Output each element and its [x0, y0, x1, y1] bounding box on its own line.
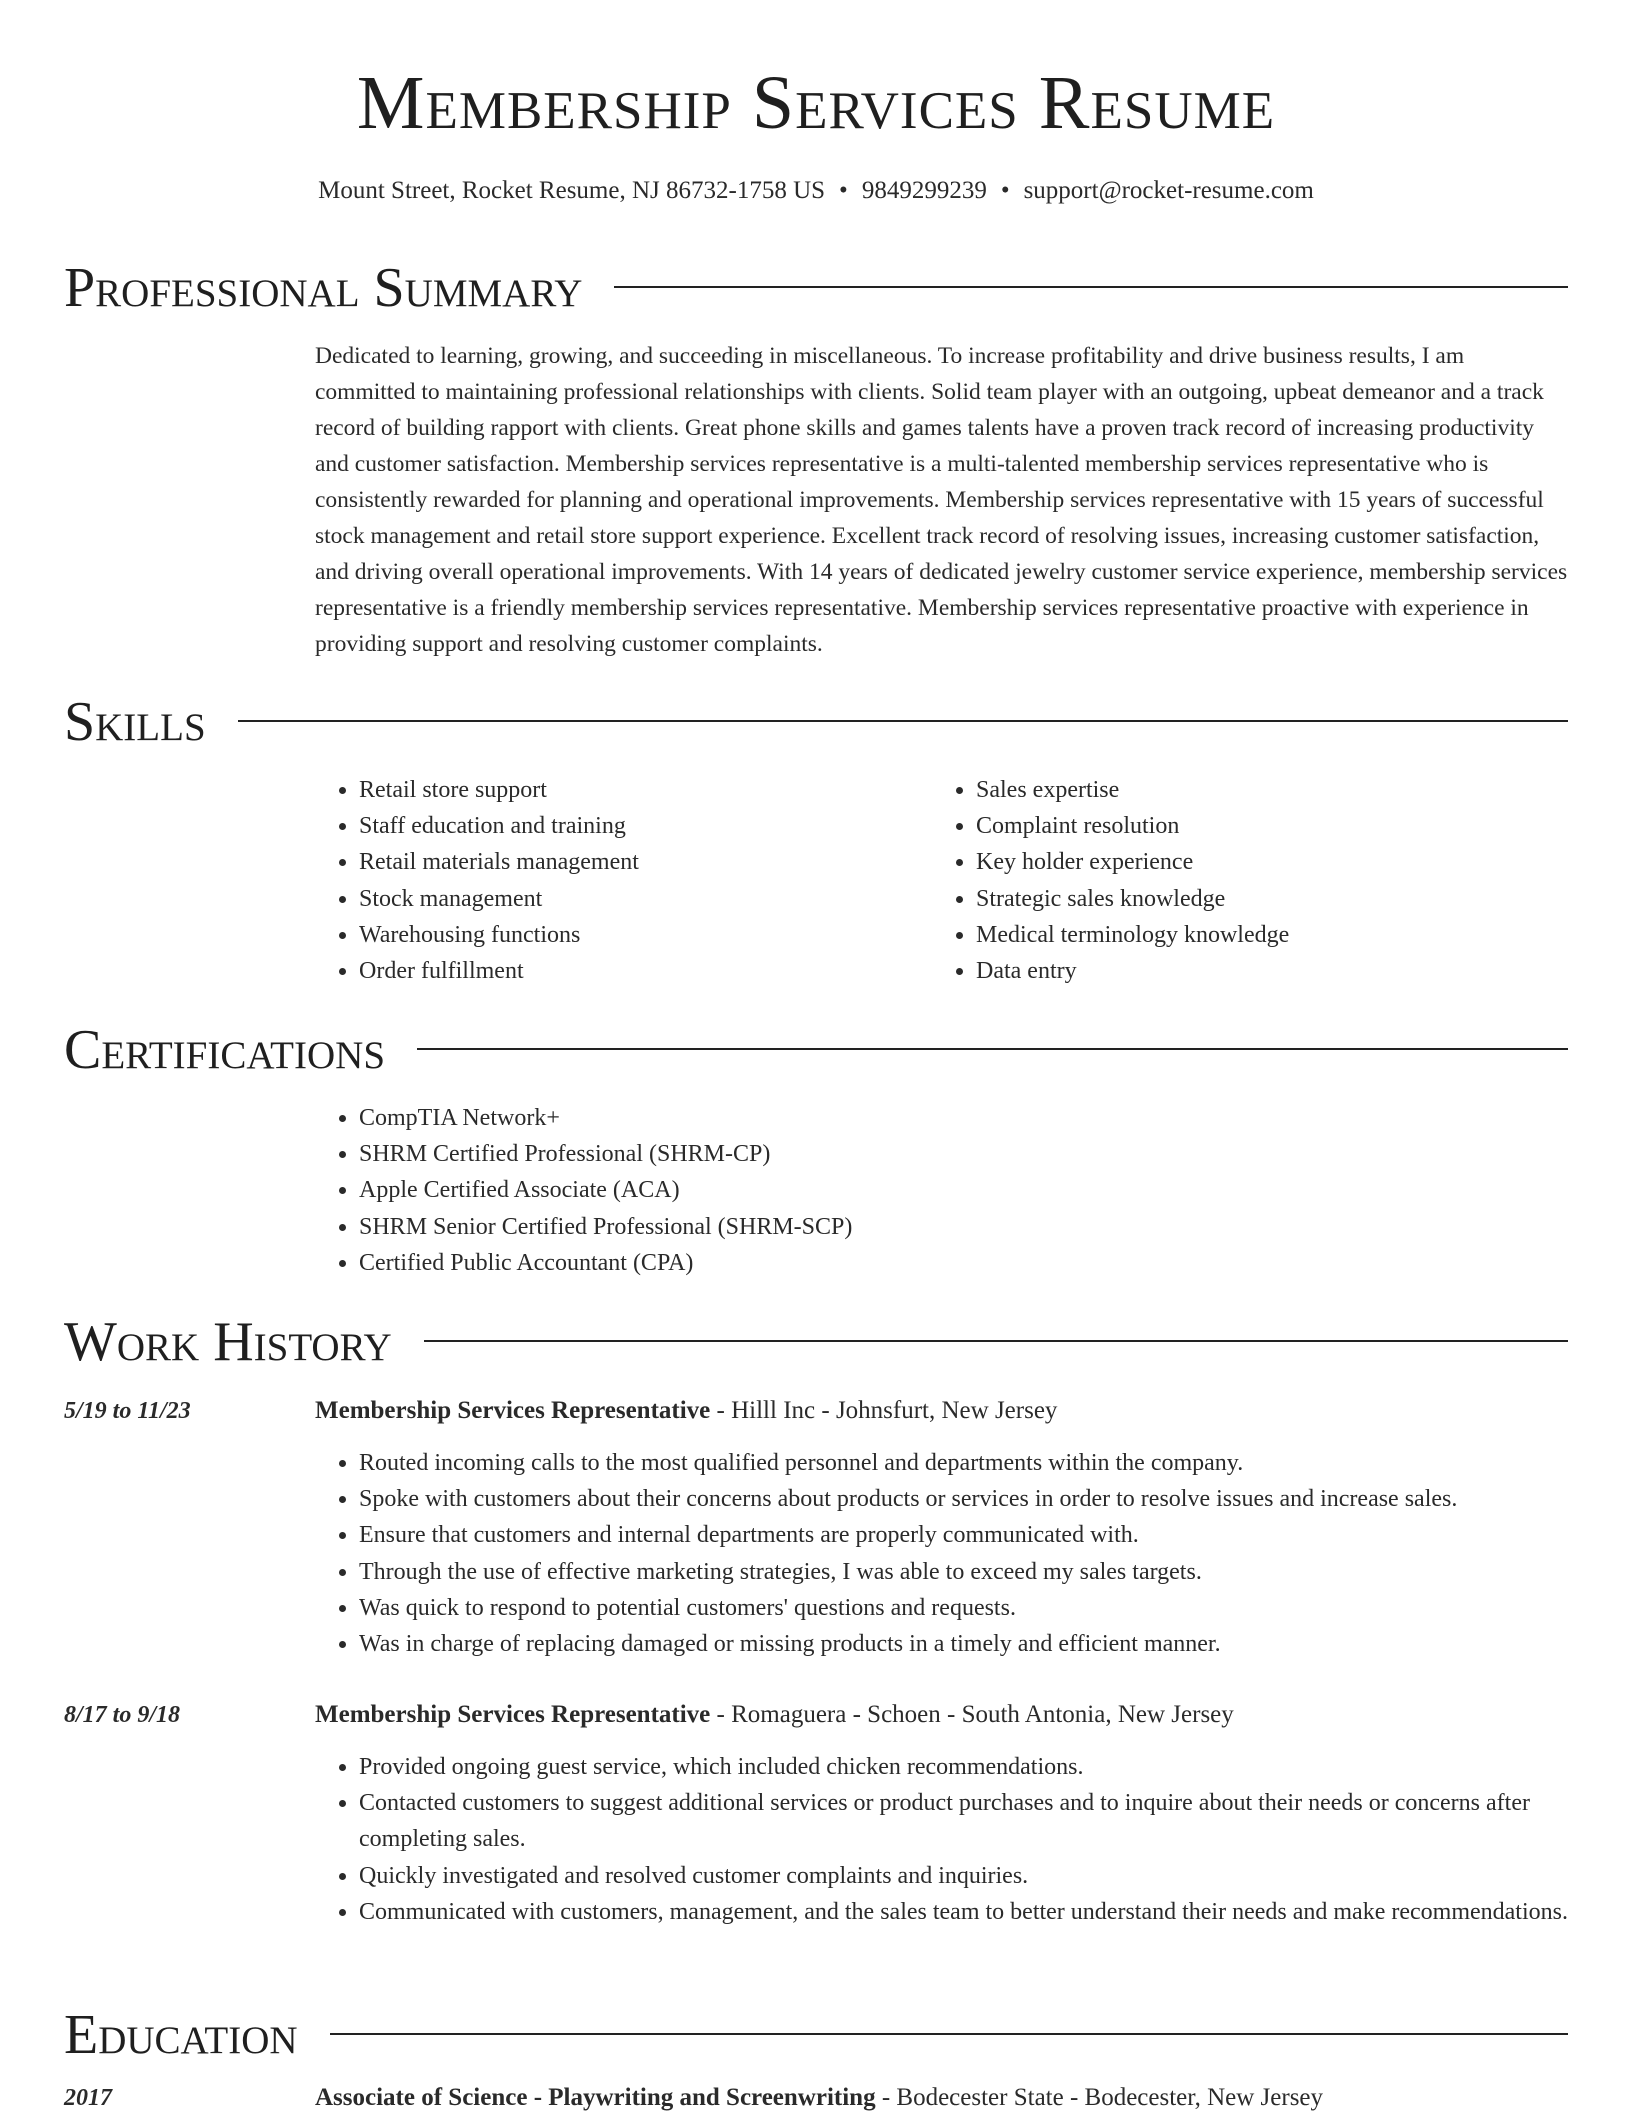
job-company-location: - Romaguera - Schoen - South Antonia, New Jersey [710, 1701, 1234, 1728]
skill-item: • Key holder experience [976, 844, 1576, 880]
skills-list-right [932, 772, 1576, 989]
certification-item: • SHRM Certified Professional (SHRM-CP) [359, 1136, 1559, 1172]
skill-item: • Order fulfillment [359, 953, 919, 989]
skill-item: • Complaint resolution [976, 808, 1576, 844]
education-heading [315, 2080, 1323, 2116]
contact-phone: 9849299239 [861, 177, 987, 204]
contact-address: Mount Street, Rocket Resume, NJ 86732-1758 US [318, 177, 826, 204]
job-duty-item: • Contacted customers to suggest additional services or product purchases and to inquire about their needs or concerns after completing sales. [359, 1785, 1609, 1857]
section-header-summary [64, 253, 1568, 323]
section-title-education: Education [64, 2004, 298, 2066]
skill-item: • Warehousing functions [359, 917, 919, 953]
certifications-list [315, 1100, 1559, 1281]
job-heading [315, 1697, 1234, 1733]
education-year: 2017 [64, 2085, 112, 2111]
section-divider [417, 1048, 1568, 1050]
section-header-skills [64, 687, 1568, 757]
skill-item: • Data entry [976, 953, 1576, 989]
job-dates: 5/19 to 11/23 [64, 1398, 191, 1424]
section-divider [424, 1340, 1568, 1342]
skill-item: • Strategic sales knowledge [976, 881, 1576, 917]
section-header-education [64, 2000, 1568, 2070]
skill-item: • Retail store support [359, 772, 919, 808]
summary-text: Dedicated to learning, growing, and succeeding in miscellaneous. To increase profitability and drive business results, I am committed to maintaining professional relationships with clients. Solid team player with an outgoing, upbeat demeanor and a track record of building rapport with clients. Great phone skills and games talents have a proven track record of increasing productivity and customer satisfaction. Membership services representative is a multi-talented membership services representative who is consistently rewarded for planning and operational improvements. Membership services representative with 15 years of successful stock management and retail store support experience. Excellent track record of resolving issues, increasing customer satisfaction, and driving overall operational improvements. With 14 years of dedicated jewelry customer service experience, membership services representative is a friendly membership services representative. Membership services representative proactive with experience in providing support and resolving customer complaints. [315, 343, 1568, 657]
section-header-certifications [64, 1015, 1568, 1085]
job-duties-list [315, 1445, 1609, 1662]
skill-item: • Medical terminology knowledge [976, 917, 1576, 953]
skill-item: • Staff education and training [359, 808, 919, 844]
job-dates: 8/17 to 9/18 [64, 1702, 181, 1728]
certification-item: • CompTIA Network+ [359, 1100, 1559, 1136]
certification-item: • Certified Public Accountant (CPA) [359, 1245, 1559, 1281]
contact-line [0, 174, 1632, 208]
job-duty-item: • Was quick to respond to potential customers' questions and requests. [359, 1590, 1609, 1626]
contact-separator: • [839, 177, 848, 204]
contact-separator: • [1000, 177, 1010, 204]
job-company-location: - Hilll Inc - Johnsfurt, New Jersey [710, 1397, 1058, 1424]
certification-item: • SHRM Senior Certified Professional (SHRM-SCP) [359, 1209, 1559, 1245]
job-duty-item: • Was in charge of replacing damaged or missing products in a timely and efficient manner. [359, 1626, 1609, 1662]
skill-item: • Retail materials management [359, 844, 919, 880]
job-duty-item: • Spoke with customers about their concerns about products or services in order to resolve issues and increase sales. [359, 1481, 1609, 1517]
section-header-work-history [64, 1307, 1568, 1377]
job-duty-item: • Provided ongoing guest service, which included chicken recommendations. [359, 1749, 1609, 1785]
job-duty-item: • Ensure that customers and internal departments are properly communicated with. [359, 1517, 1609, 1553]
section-title-skills: Skills [64, 691, 206, 753]
job-title: Membership Services Representative [315, 1397, 711, 1424]
section-title-summary: Professional Summary [64, 257, 583, 319]
job-duty-item: • Routed incoming calls to the most qualified personnel and departments within the company. [359, 1445, 1609, 1481]
contact-email: support@rocket-resume.com [1023, 177, 1314, 204]
job-heading [315, 1393, 1057, 1429]
skill-item: • Stock management [359, 881, 919, 917]
job-duties-list [315, 1749, 1609, 1930]
job-duty-item: • Communicated with customers, management, and the sales team to better understand their needs and make recommendations. [359, 1894, 1609, 1930]
section-divider [614, 286, 1568, 288]
section-title-work-history: Work History [64, 1311, 392, 1373]
section-divider [238, 720, 1568, 722]
education-degree: Associate of Science - Playwriting and Screenwriting [315, 2084, 876, 2111]
job-duty-item: • Through the use of effective marketing strategies, I was able to exceed my sales targets. [359, 1554, 1609, 1590]
skill-item: • Sales expertise [976, 772, 1576, 808]
section-title-certifications: Certifications [64, 1019, 386, 1081]
education-school-location: - Bodecester State - Bodecester, New Jersey [875, 2084, 1324, 2111]
job-title: Membership Services Representative [315, 1701, 711, 1728]
resume-title: Membership Services Resume [356, 61, 1276, 145]
certification-item: • Apple Certified Associate (ACA) [359, 1172, 1559, 1208]
job-duty-item: • Quickly investigated and resolved customer complaints and inquiries. [359, 1858, 1609, 1894]
section-divider [330, 2033, 1568, 2035]
skills-list-left [315, 772, 919, 989]
